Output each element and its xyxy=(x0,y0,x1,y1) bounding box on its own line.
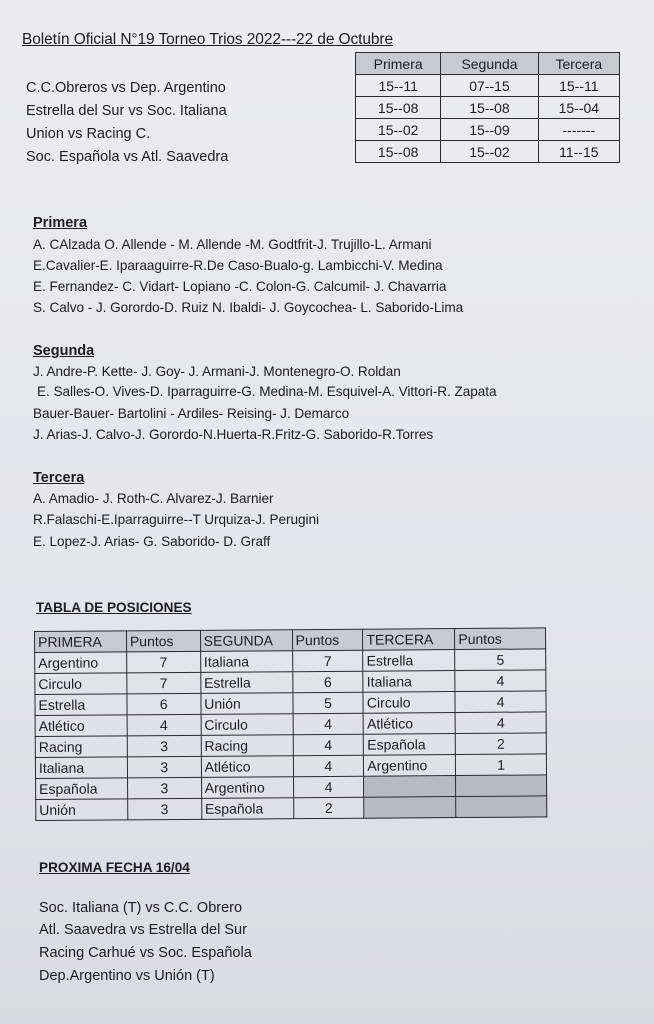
empty-cell xyxy=(364,797,456,819)
points-cell: 1 xyxy=(456,754,547,776)
tercera-line-2: R.Falaschi-E.Iparraguirre--T Urquiza-J. Perugini xyxy=(33,512,319,527)
points-cell: 4 xyxy=(455,712,546,734)
result-cell: 15--08 xyxy=(356,141,441,163)
standings-row xyxy=(36,796,547,821)
result-cell: 15--11 xyxy=(538,75,619,97)
primera-line-2: E.Cavalier-E. Iparaaguirre-R.De Caso-Bualo-g. Lambicchi-V. Medina xyxy=(33,258,443,273)
standings-header-tercera: TERCERA xyxy=(363,629,455,651)
team-cell: Estrella xyxy=(363,650,455,672)
empty-cell xyxy=(456,775,547,797)
bulletin-title: Boletín Oficial N°19 Torneo Trios 2022---22 de Octubre xyxy=(22,31,393,48)
team-cell: Italiana xyxy=(35,757,127,779)
results-header-tercera: Tercera xyxy=(538,53,619,75)
segunda-line-4: J. Arias-J. Calvo-J. Gorordo-N.Huerta-R.Fritz-G. Saborido-R.Torres xyxy=(33,427,434,442)
results-header-segunda: Segunda xyxy=(441,53,538,75)
points-cell: 3 xyxy=(127,756,201,778)
match-1: C.C.Obreros vs Dep. Argentino xyxy=(26,80,226,96)
primera-line-1: A. CAlzada O. Allende - M. Allende -M. Godtfrit-J. Trujillo-L. Armani xyxy=(33,237,432,252)
team-cell: Argentino xyxy=(35,652,127,674)
team-cell: Española xyxy=(364,734,456,756)
result-cell: 11--15 xyxy=(538,141,619,163)
result-cell: 15--02 xyxy=(356,119,441,141)
team-cell: Atlético xyxy=(201,756,293,778)
points-cell: 4 xyxy=(455,670,546,692)
section-segunda-title: Segunda xyxy=(33,343,95,359)
primera-line-4: S. Calvo - J. Gorordo-D. Ruiz N. Ibaldi- J. Goycochea- L. Saborido-Lima xyxy=(33,300,464,315)
segunda-line-1: J. Andre-P. Kette- J. Goy- J. Armani-J. Montenegro-O. Roldan xyxy=(33,364,401,379)
match-4: Soc. Española vs Atl. Saavedra xyxy=(26,149,229,165)
standings-header-puntos: Puntos xyxy=(126,630,200,652)
tercera-line-1: A. Amadio- J. Roth-C. Alvarez-J. Barnier xyxy=(33,491,274,506)
team-cell: Circulo xyxy=(363,692,455,714)
points-cell: 7 xyxy=(127,672,201,694)
team-cell: Unión xyxy=(201,693,293,715)
points-cell: 4 xyxy=(127,714,201,736)
segunda-line-2: E. Salles-O. Vives-D. Iparraguirre-G. Medina-M. Esquivel-A. Vittori-R. Zapata xyxy=(37,384,497,399)
section-primera-title: Primera xyxy=(33,215,88,231)
result-cell: 15--09 xyxy=(441,119,538,141)
result-cell: ------- xyxy=(538,119,619,141)
result-cell: 15--04 xyxy=(538,97,619,119)
team-cell: Española xyxy=(36,778,128,800)
points-cell: 6 xyxy=(292,671,363,692)
points-cell: 7 xyxy=(292,650,363,671)
team-cell: Argentino xyxy=(364,755,456,777)
match-2: Estrella del Sur vs Soc. Italiana xyxy=(26,103,227,119)
results-row xyxy=(356,119,620,141)
result-cell: 15--11 xyxy=(356,75,441,97)
team-cell: Racing xyxy=(35,736,127,758)
team-cell: Atlético xyxy=(35,715,127,737)
standings-header-puntos: Puntos xyxy=(455,628,546,650)
team-cell: Española xyxy=(201,798,293,820)
team-cell: Circulo xyxy=(201,714,293,736)
team-cell: Unión xyxy=(36,799,128,821)
team-cell: Estrella xyxy=(35,694,127,716)
points-cell: 2 xyxy=(455,733,546,755)
result-cell: 15--08 xyxy=(441,97,538,119)
standings-title: TABLA DE POSICIONES xyxy=(36,600,192,615)
results-row xyxy=(356,141,620,163)
result-cell: 07--15 xyxy=(441,75,538,97)
next-match-3: Racing Carhué vs Soc. Española xyxy=(39,945,252,961)
empty-cell xyxy=(364,776,456,798)
team-cell: Estrella xyxy=(200,672,292,694)
points-cell: 5 xyxy=(455,649,546,671)
tercera-line-3: E. Lopez-J. Arias- G. Saborido- D. Graff xyxy=(33,534,271,549)
primera-line-3: E. Fernandez- C. Vidart- Lopiano -C. Colon-G. Calcumil- J. Chavarria xyxy=(33,279,447,294)
results-header-primera: Primera xyxy=(356,53,441,75)
standings-header-segunda: SEGUNDA xyxy=(200,630,292,652)
result-cell: 15--02 xyxy=(441,141,538,163)
next-match-4: Dep.Argentino vs Unión (T) xyxy=(39,968,215,984)
team-cell: Circulo xyxy=(35,673,127,695)
points-cell: 4 xyxy=(293,755,364,776)
points-cell: 3 xyxy=(127,777,201,799)
standings-header-primera: PRIMERA xyxy=(35,631,127,653)
results-row xyxy=(356,75,620,97)
result-cell: 15--08 xyxy=(356,97,441,119)
points-cell: 4 xyxy=(293,713,364,734)
standings-table xyxy=(34,627,547,821)
match-3: Union vs Racing C. xyxy=(26,126,151,142)
team-cell: Atlético xyxy=(363,713,455,735)
next-match-1: Soc. Italiana (T) vs C.C. Obrero xyxy=(39,900,243,916)
points-cell: 7 xyxy=(126,651,200,673)
results-table xyxy=(355,52,620,163)
team-cell: Italiana xyxy=(363,671,455,693)
next-fixture-title: PROXIMA FECHA 16/04 xyxy=(39,860,190,875)
results-row xyxy=(356,97,620,119)
points-cell: 6 xyxy=(127,693,201,715)
results-header-row xyxy=(356,53,620,75)
team-cell: Italiana xyxy=(200,651,292,673)
points-cell: 3 xyxy=(127,735,201,757)
team-cell: Argentino xyxy=(201,777,293,799)
standings-header-puntos: Puntos xyxy=(292,629,363,650)
points-cell: 4 xyxy=(293,734,364,755)
points-cell: 2 xyxy=(293,797,364,818)
points-cell: 4 xyxy=(293,776,364,797)
empty-cell xyxy=(456,796,547,818)
team-cell: Racing xyxy=(201,735,293,757)
points-cell: 3 xyxy=(128,798,202,820)
next-match-2: Atl. Saavedra vs Estrella del Sur xyxy=(39,922,247,938)
points-cell: 4 xyxy=(455,691,546,713)
section-tercera-title: Tercera xyxy=(33,470,85,486)
points-cell: 5 xyxy=(292,692,363,713)
segunda-line-3: Bauer-Bauer- Bartolini - Ardiles- Reising- J. Demarco xyxy=(33,406,350,421)
